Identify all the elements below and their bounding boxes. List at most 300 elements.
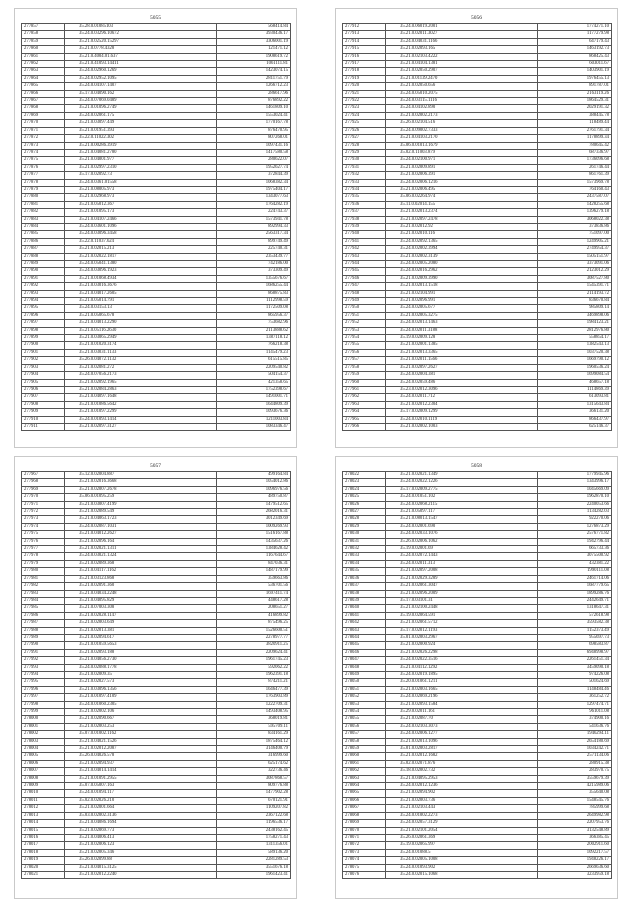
code-cell: 35.21.0.01951.393: [65, 127, 217, 134]
table-row: [22, 686, 291, 693]
amount-cell: 868425.43: [538, 53, 612, 60]
amount-cell: 1222709.31: [217, 701, 291, 708]
table-row: [343, 516, 612, 523]
record-id-cell: 278000: [22, 716, 65, 723]
amount-cell: 1526600.51: [217, 627, 291, 634]
amount-cell: 899749.49: [217, 238, 291, 245]
code-cell: 35.21.0.02027.573: [65, 679, 217, 686]
table-row: [343, 686, 612, 693]
code-cell: 35.21.0.02006.123: [65, 842, 217, 849]
table-row: [22, 357, 291, 364]
amount-cell: 4215989.06: [538, 783, 612, 790]
code-cell: 35.24.0.02015.1068: [386, 871, 538, 878]
code-cell: 35.24.0.02061.175: [65, 112, 217, 119]
record-id-cell: 278059: [343, 746, 386, 753]
record-id-cell: 277945: [343, 268, 386, 275]
record-id-cell: 278044: [343, 634, 386, 641]
amount-cell: 1167644.67: [217, 553, 291, 560]
code-cell: 35.21.0.03097.449: [65, 120, 217, 127]
record-id-cell: 277874: [22, 149, 65, 156]
code-cell: 35.21.0.02029.3289: [386, 575, 538, 582]
amount-cell: 1764282.19: [217, 201, 291, 208]
amount-cell: 1068382.34: [217, 179, 291, 186]
code-cell: 35.21.0.02022.1817: [65, 253, 217, 260]
amount-cell: 3930436.17: [217, 31, 291, 38]
amount-cell: 1318647.31: [538, 605, 612, 612]
code-cell: 35.24.0.02012.1236: [386, 783, 538, 790]
record-id-cell: 278071: [343, 834, 386, 841]
code-cell: 35.24.0.02004.381: [386, 372, 538, 379]
amount-cell: 1461809.10: [217, 105, 291, 112]
amount-cell: 974226.08: [538, 671, 612, 678]
amount-cell: 866437.97: [538, 416, 612, 423]
code-cell: 35.21.0.04006.413: [65, 834, 217, 841]
table-row: [22, 149, 291, 156]
record-id-cell: 278025: [343, 494, 386, 501]
code-cell: 35.21.0.04095.2953: [386, 775, 538, 782]
amount-cell: 2278977.77: [217, 634, 291, 641]
table-row: [22, 768, 291, 775]
record-id-cell: 277982: [22, 583, 65, 590]
code-cell: 35.21.0.02096.991: [386, 298, 538, 305]
code-cell: 35.21.0.02103.443: [386, 805, 538, 812]
amount-cell: 3373091.06: [538, 261, 612, 268]
record-id-cell: 277929: [343, 149, 386, 156]
table-row: [343, 24, 612, 31]
table-row: [22, 857, 291, 864]
code-cell: 35.24.0.03096.3458: [65, 231, 217, 238]
record-id-cell: 278068: [343, 812, 386, 819]
amount-cell: 1045669.09: [538, 486, 612, 493]
amount-cell: 1487179.99: [217, 568, 291, 575]
table-row: [343, 423, 612, 430]
record-id-cell: 277944: [343, 261, 386, 268]
record-id-cell: 278070: [343, 827, 386, 834]
code-cell: 35.19.0.02009.128: [386, 335, 538, 342]
amount-cell: 361252.72: [538, 694, 612, 701]
table-row: [343, 164, 612, 171]
record-id-cell: 277948: [343, 290, 386, 297]
record-id-cell: 278022: [343, 472, 386, 479]
table-row: [343, 298, 612, 305]
document-page: [14, 8, 297, 448]
record-id-cell: 277988: [22, 627, 65, 634]
table-row: [343, 494, 612, 501]
table-row: [343, 379, 612, 386]
amount-cell: 368019.81: [217, 716, 291, 723]
records-table: [342, 23, 612, 431]
table-row: [343, 253, 612, 260]
table-row: [343, 342, 612, 349]
record-id-cell: 277914: [343, 38, 386, 45]
amount-cell: 366385.45: [538, 834, 612, 841]
record-id-cell: 278028: [343, 516, 386, 523]
code-cell: 35.24.0.04031.1166: [386, 38, 538, 45]
record-id-cell: 277943: [343, 253, 386, 260]
amount-cell: 1864529.31: [538, 98, 612, 105]
code-cell: 35.21.0.02087.70: [386, 716, 538, 723]
amount-cell: 955697.73: [538, 634, 612, 641]
amount-cell: 807268.01: [217, 135, 291, 142]
amount-cell: 3551676.18: [217, 864, 291, 871]
amount-cell: 2353439.77: [217, 253, 291, 260]
record-id-cell: 277938: [343, 216, 386, 223]
record-id-cell: 277950: [343, 305, 386, 312]
amount-cell: 751097.00: [538, 231, 612, 238]
table-row: [22, 142, 291, 149]
amount-cell: 670121.91: [217, 797, 291, 804]
table-row: [343, 312, 612, 319]
table-row: [22, 409, 291, 416]
table-row: [343, 283, 612, 290]
table-row: [343, 238, 612, 245]
record-id-cell: 277980: [22, 568, 65, 575]
amount-cell: 432381.22: [538, 560, 612, 567]
amount-cell: 1774271.10: [538, 24, 612, 31]
code-cell: 35.24.0.02088.1778: [65, 664, 217, 671]
table-row: [22, 61, 291, 68]
code-cell: 35.24.0.02002.3994: [386, 246, 538, 253]
record-id-cell: 277933: [343, 179, 386, 186]
record-id-cell: 277883: [22, 216, 65, 223]
table-row: [22, 797, 291, 804]
code-cell: 35.21.0.02013.2374: [386, 209, 538, 216]
code-cell: 35.24.0.03153.13: [65, 305, 217, 312]
table-row: [343, 394, 612, 401]
code-cell: 35.21.0.02061.5712: [386, 620, 538, 627]
table-row: [22, 612, 291, 619]
code-cell: 35.24.0.03296.10672: [65, 31, 217, 38]
amount-cell: 372844.39: [217, 172, 291, 179]
record-id-cell: 277947: [343, 283, 386, 290]
record-id-cell: 278026: [343, 501, 386, 508]
code-cell: 35.21.0.01086.5642: [65, 401, 217, 408]
record-id-cell: 278021: [22, 871, 65, 878]
table-row: [22, 401, 291, 408]
code-cell: 35.02.0.11003.879: [386, 149, 538, 156]
table-row: [343, 560, 612, 567]
record-id-cell: 277867: [22, 98, 65, 105]
table-row: [343, 320, 612, 327]
amount-cell: 961011.08: [538, 709, 612, 716]
code-cell: 35.06.0.01013.1679: [386, 142, 538, 149]
amount-cell: 1961423.41: [217, 871, 291, 878]
code-cell: 35.24.0.02005.1008: [386, 857, 538, 864]
amount-cell: 1946294.11: [538, 731, 612, 738]
table-row: [22, 423, 291, 430]
code-cell: 35.21.0.08013.1547: [386, 516, 538, 523]
record-id-cell: 278037: [343, 583, 386, 590]
record-id-cell: 278052: [343, 694, 386, 701]
amount-cell: 2563317.34: [217, 231, 291, 238]
amount-cell: 625146.37: [538, 423, 612, 430]
code-cell: 35.21.0.02003.253: [65, 723, 217, 730]
amount-cell: 603011.67: [538, 61, 612, 68]
record-id-cell: 278014: [22, 820, 65, 827]
record-id-cell: 277998: [22, 701, 65, 708]
code-cell: 35.24.0.02016.2962: [386, 268, 538, 275]
amount-cell: 558854.17: [538, 335, 612, 342]
table-row: [343, 149, 612, 156]
amount-cell: 589136.20: [217, 849, 291, 856]
table-row: [343, 709, 612, 716]
amount-cell: 753682.96: [217, 320, 291, 327]
table-row: [22, 209, 291, 216]
table-row: [22, 416, 291, 423]
code-cell: 35.21.0.02011.3027: [386, 31, 538, 38]
record-id-cell: 277899: [22, 335, 65, 342]
amount-cell: 355640.08: [538, 790, 612, 797]
code-cell: 35.22.0.11022.302: [65, 135, 217, 142]
table-row: [22, 164, 291, 171]
code-cell: 35.21.0.04056.2730: [65, 657, 217, 664]
record-id-cell: 277898: [22, 327, 65, 334]
record-id-cell: 277961: [343, 386, 386, 393]
table-row: [22, 305, 291, 312]
amount-cell: 3306001.19: [217, 38, 291, 45]
record-id-cell: 278023: [343, 479, 386, 486]
record-id-cell: 278076: [343, 871, 386, 878]
code-cell: 35.24.0.03021.1324: [65, 553, 217, 560]
record-id-cell: 278008: [22, 775, 65, 782]
code-cell: 35.19.0.02065.997: [386, 842, 538, 849]
code-cell: 35.24.0.02057.3129: [386, 820, 538, 827]
amount-cell: 1276873.29: [538, 523, 612, 530]
page-number: 5057: [150, 463, 161, 469]
amount-cell: 1083346.47: [217, 423, 291, 430]
table-row: [22, 523, 291, 530]
code-cell: 35.21.0.02001.1385: [386, 342, 538, 349]
record-id-cell: 277967: [22, 472, 65, 479]
record-id-cell: 277922: [343, 98, 386, 105]
amount-cell: 1134282.03: [538, 509, 612, 516]
table-row: [22, 90, 291, 97]
record-id-cell: 278061: [343, 760, 386, 767]
record-id-cell: 277900: [22, 342, 65, 349]
amount-cell: 489750.87: [217, 494, 291, 501]
code-cell: 35.21.0.02061.3047: [386, 583, 538, 590]
record-id-cell: 277868: [22, 105, 65, 112]
code-cell: 35.21.0.04034.2248: [65, 590, 217, 597]
record-id-cell: 277997: [22, 694, 65, 701]
amount-cell: 1961745.23: [217, 657, 291, 664]
amount-cell: 1211003.84: [217, 416, 291, 423]
record-id-cell: 277913: [343, 31, 386, 38]
code-cell: 35.21.0.02026.2298: [386, 649, 538, 656]
amount-cell: 1463192.73: [538, 46, 612, 53]
table-row: [22, 783, 291, 790]
table-row: [22, 327, 291, 334]
table-row: [343, 246, 612, 253]
amount-cell: 2209540.82: [217, 364, 291, 371]
table-row: [343, 716, 612, 723]
amount-cell: 595709.11: [217, 723, 291, 730]
amount-cell: 499164.84: [217, 472, 291, 479]
record-id-cell: 278060: [343, 753, 386, 760]
code-cell: 35.21.0.02094.902: [386, 790, 538, 797]
amount-cell: 1505151.97: [538, 253, 612, 260]
record-id-cell: 278030: [343, 531, 386, 538]
amount-cell: 208651.27: [217, 605, 291, 612]
table-row: [343, 590, 612, 597]
table-row: [343, 209, 612, 216]
record-id-cell: 277871: [22, 127, 65, 134]
record-id-cell: 277940: [343, 231, 386, 238]
code-cell: 35.21.0.02093.165: [386, 46, 538, 53]
code-cell: 35.21.0.01068.4934: [65, 275, 217, 282]
code-cell: 35.24.0.01060.2305: [65, 701, 217, 708]
table-row: [22, 472, 291, 479]
code-cell: 35.24.0.0361.01558: [65, 179, 217, 186]
code-cell: 35.24.0.02006.1277: [386, 731, 538, 738]
amount-cell: 1109207.82: [217, 805, 291, 812]
code-cell: 35.23.0.02012.3096: [386, 386, 538, 393]
code-cell: 35.21.0.04086.1694: [65, 820, 217, 827]
record-id-cell: 277973: [22, 516, 65, 523]
code-cell: 35.24.0.02022.1226: [386, 479, 538, 486]
amount-cell: 1152373.49: [538, 627, 612, 634]
code-cell: 35.24.0.01002.2273: [386, 812, 538, 819]
record-id-cell: 277918: [343, 68, 386, 75]
table-row: [22, 127, 291, 134]
record-id-cell: 277941: [343, 238, 386, 245]
record-id-cell: 277959: [343, 372, 386, 379]
table-row: [343, 479, 612, 486]
code-cell: 35.21.0.02096.164: [65, 538, 217, 545]
table-row: [22, 649, 291, 656]
table-row: [343, 135, 612, 142]
table-row: [343, 112, 612, 119]
table-row: [343, 486, 612, 493]
record-id-cell: 277894: [22, 298, 65, 305]
table-row: [343, 805, 612, 812]
table-row: [343, 416, 612, 423]
record-id-cell: 277889: [22, 261, 65, 268]
record-id-cell: 278011: [22, 797, 65, 804]
code-cell: 35.21.0.04112.1292: [386, 664, 538, 671]
record-id-cell: 277951: [343, 312, 386, 319]
code-cell: 35.21.0.04063.1723: [65, 516, 217, 523]
record-id-cell: 277895: [22, 305, 65, 312]
record-id-cell: 277999: [22, 709, 65, 716]
amount-cell: 1061111.81: [217, 61, 291, 68]
record-id-cell: 278018: [22, 849, 65, 856]
record-id-cell: 277979: [22, 560, 65, 567]
record-id-cell: 278010: [22, 790, 65, 797]
table-row: [22, 716, 291, 723]
amount-cell: 985809.14: [538, 305, 612, 312]
table-row: [343, 61, 612, 68]
amount-cell: 2437587.07: [538, 194, 612, 201]
code-cell: 35.21.0.05116.2630: [65, 327, 217, 334]
record-id-cell: 277892: [22, 283, 65, 290]
table-row: [343, 31, 612, 38]
amount-cell: 3559679.39: [538, 775, 612, 782]
code-cell: 35.21.0.02997.2310: [65, 164, 217, 171]
code-cell: 35.24.0.02011.712: [386, 394, 538, 401]
code-cell: 35.21.0.4004.01.637: [65, 53, 217, 60]
amount-cell: 1428255.68: [538, 201, 612, 208]
code-cell: 35.21.0.04014.1414: [65, 768, 217, 775]
code-cell: 35.17.0.03101.31: [386, 597, 538, 604]
amount-cell: 1516167.88: [217, 531, 291, 538]
table-row: [22, 642, 291, 649]
record-id-cell: 277893: [22, 290, 65, 297]
code-cell: 35.21.0.02005.3275: [386, 312, 538, 319]
record-id-cell: 277970: [22, 494, 65, 501]
record-id-cell: 278034: [343, 560, 386, 567]
code-cell: 35.24.0.02011.313: [386, 560, 538, 567]
record-id-cell: 278066: [343, 797, 386, 804]
code-cell: 35.17.0.04090.162: [65, 90, 217, 97]
amount-cell: 2571134.06: [538, 753, 612, 760]
code-cell: 35.11.0.02014.155: [386, 201, 538, 208]
amount-cell: 2123012.29: [538, 268, 612, 275]
code-cell: 35.21.0.03016.3676: [65, 283, 217, 290]
amount-cell: 286617.96: [217, 90, 291, 97]
code-cell: 35.24.0.02952.1095: [65, 75, 217, 82]
code-cell: 35.21.0.02001.664: [65, 805, 217, 812]
amount-cell: 1092217.57: [538, 849, 612, 856]
table-row: [22, 479, 291, 486]
code-cell: 35.17.0.02012.1193: [386, 627, 538, 634]
record-id-cell: 278047: [343, 657, 386, 664]
table-row: [22, 553, 291, 560]
record-id-cell: 278048: [343, 664, 386, 671]
amount-cell: 2812976.80: [538, 327, 612, 334]
code-cell: 35.03.0.02002.3136: [65, 812, 217, 819]
table-row: [343, 849, 612, 856]
code-cell: 35.07.0.05007.163: [65, 783, 217, 790]
table-row: [22, 775, 291, 782]
record-id-cell: 278032: [343, 546, 386, 553]
table-row: [343, 746, 612, 753]
code-cell: 35.26.0.02104.516: [386, 120, 538, 127]
amount-cell: 1770167.78: [217, 120, 291, 127]
record-id-cell: 277877: [22, 172, 65, 179]
table-row: [343, 568, 612, 575]
table-row: [22, 246, 291, 253]
code-cell: 35.24.0.02092.1365: [386, 238, 538, 245]
amount-cell: 3459090.18: [538, 664, 612, 671]
code-cell: 35.26.0.04026.578: [65, 753, 217, 760]
record-id-cell: 278002: [22, 731, 65, 738]
table-row: [22, 834, 291, 841]
amount-cell: 1423074.15: [217, 68, 291, 75]
amount-cell: 1573941.78: [217, 216, 291, 223]
code-cell: 35.24.0.01094.117: [65, 790, 217, 797]
amount-cell: 1096976.56: [217, 486, 291, 493]
table-row: [343, 38, 612, 45]
code-cell: 35.24.0.01093.902: [386, 864, 538, 871]
amount-cell: 1343077.63: [217, 194, 291, 201]
record-id-cell: 278073: [343, 849, 386, 856]
code-cell: 35.21.0.04021.1526: [65, 738, 217, 745]
amount-cell: 2576771.82: [538, 531, 612, 538]
amount-cell: 2654180.69: [538, 738, 612, 745]
amount-cell: 2749954.37: [538, 246, 612, 253]
records-table: [342, 471, 612, 879]
record-id-cell: 278063: [343, 775, 386, 782]
table-row: [22, 83, 291, 90]
table-row: [22, 275, 291, 282]
record-id-cell: 277858: [22, 31, 65, 38]
code-cell: 35.21.0.02003.736: [386, 797, 538, 804]
table-row: [343, 649, 612, 656]
code-cell: 35.21.0.02097.2008: [386, 568, 538, 575]
code-cell: 35.21.0.03031.1133: [65, 349, 217, 356]
code-cell: 35.21.0.05097.117: [386, 509, 538, 516]
